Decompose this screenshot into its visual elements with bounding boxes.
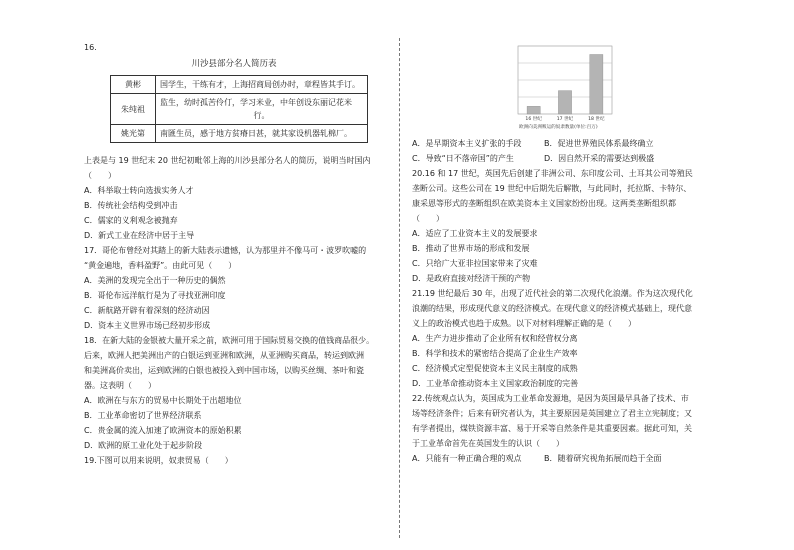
q21-stem: 义上的政治模式也趋于成熟。以下对材料理解正确的是（ ）	[412, 319, 636, 328]
q20-stem: 康采恩等形式的垄断组织在欧美资本主义国家纷纷出现。这两类垄断组织都	[412, 199, 676, 208]
table-cell-desc	[156, 94, 368, 125]
chart-bar	[527, 106, 540, 114]
chart-x-label: 欧洲向美洲贩运的奴隶数量(单位:百万)	[519, 125, 598, 130]
q19-option-d[interactable]: D．因自然开采的需要达到极盛	[544, 154, 655, 163]
q22-stem: 场等经济条件；后来有研究者认为，其主要原因是英国建立了君主立宪制度；又	[412, 409, 692, 418]
q18-stem: 后来，欧洲人把美洲出产的白银运到亚洲和欧洲，从亚洲购买商品，转运到欧洲	[84, 351, 364, 360]
q19-option-b[interactable]: B．促进世界殖民体系最终确立	[544, 139, 654, 148]
q17-option-b[interactable]: B．哥伦布远洋航行是为了寻找亚洲印度	[84, 291, 226, 300]
right-column-text	[412, 136, 722, 466]
q22-stem: 于工业革命首先在英国发生的认识（ ）	[412, 439, 564, 448]
table-cell-name: 姚光第	[111, 125, 156, 143]
chart-bar	[558, 91, 571, 114]
q22-stem: 有学者提出，煤铁资源丰富、易于开采等自然条件是其重要因素。据此可知，关	[412, 424, 692, 433]
q16-biography-table	[110, 75, 368, 143]
q16-option-d[interactable]: D．新式工业在经济中居于主导	[84, 231, 195, 240]
q20-stem: 20.16 和 17 世纪，英国先后创建了非洲公司、东印度公司、土耳其公司等殖民	[412, 169, 693, 178]
q18-option-d[interactable]: D．欧洲的原工业化处于起步阶段	[84, 441, 203, 450]
q20-option-a[interactable]: A．适应了工业资本主义的发展要求	[412, 229, 538, 238]
chart-x-tick-label: 17 世纪	[556, 117, 574, 122]
q18-stem: 和美洲高价卖出，运到欧洲的白银也被投入到中国市场，以购买丝绸、茶叶和瓷	[84, 366, 364, 375]
table-row	[111, 76, 368, 94]
q16-stem-blank: （ ）	[84, 171, 116, 180]
slave-trade-chart	[508, 40, 618, 135]
q17-stem: “黄金遍地，香料盈野”。由此可见（ ）	[84, 261, 237, 270]
q20-option-b[interactable]: B．推动了世界市场的形成和发展	[412, 244, 530, 253]
q19-option-a[interactable]: A．是早期资本主义扩张的手段	[412, 139, 522, 148]
table-cell-name: 朱纯祖	[111, 94, 156, 125]
chart-x-tick-label: 18 世纪	[588, 117, 605, 122]
q19-options-row	[412, 136, 722, 151]
q16-option-b[interactable]: B．传统社会结构受到冲击	[84, 201, 178, 210]
q20-stem: 垄断公司。这些公司在 19 世纪中后期先后解散，与此同时，托拉斯、卡特尔、	[412, 184, 692, 193]
q16-option-a[interactable]: A．科举取士转向选拔实务人才	[84, 186, 194, 195]
table-cell-desc-line: 监生，幼时孤苦伶仃，学习米业，中年创设东丽记花米	[160, 98, 352, 107]
q19-option-c[interactable]: C．导致“日不落帝国”的产生	[412, 154, 514, 163]
q17-option-a[interactable]: A．美洲的发现完全出于一种历史的偶然	[84, 276, 226, 285]
table-cell-desc: 国学生，干练有才，上海招商局创办时，章程皆其手订。	[156, 76, 368, 94]
q21-option-b[interactable]: B．科学和技术的紧密结合提高了企业生产效率	[412, 349, 578, 358]
q16-option-c[interactable]: C．儒家的义利观念被抛弃	[84, 216, 178, 225]
q17-option-c[interactable]: C．新航路开辟有着深刻的经济动因	[84, 306, 210, 315]
column-divider	[399, 38, 400, 538]
q18-option-b[interactable]: B．工业革命密切了世界经济联系	[84, 411, 202, 420]
q20-option-d[interactable]: D．是政府直接对经济干预的产物	[412, 274, 531, 283]
q22-stem: 22.传统观点认为，英国成为工业革命发源地，是因为英国最早具备了技术、市	[412, 394, 689, 403]
q21-option-a[interactable]: A．生产力进步推动了企业所有权和经营权分离	[412, 334, 578, 343]
q17-stem: 17．哥伦布曾经对其踏上的新大陆表示遗憾，认为那里并不像马可・波罗吹嘘的	[84, 246, 367, 255]
q22-option-a[interactable]: A．只能有一种正确合理的观点	[412, 454, 522, 463]
q22-options-row	[412, 451, 722, 466]
chart-x-tick-label: 16 世纪	[525, 117, 542, 122]
q18-option-c[interactable]: C．贵金属的流入加速了欧洲资本的原始积累	[84, 426, 242, 435]
chart-bar	[590, 55, 603, 115]
q19-stem: 19.下图可以用来说明，奴隶贸易（ ）	[84, 456, 233, 465]
q18-stem: 18．在新大陆的金银被大量开采之前，欧洲可用于国际贸易交换的值钱商品很少。	[84, 336, 375, 345]
slave-trade-chart-svg	[508, 40, 618, 135]
table-row	[111, 125, 368, 143]
q20-stem: （ ）	[412, 214, 444, 223]
table-cell-name: 黄彬	[111, 76, 156, 94]
q16-stem: 上表是与 19 世纪末 20 世纪初毗邻上海的川沙县部分名人的简历，说明当时国内	[84, 156, 371, 165]
q22-option-b[interactable]: B．随着研究视角拓展而趋于全面	[544, 454, 662, 463]
left-column	[84, 40, 384, 468]
q21-stem: 浪潮的结果，形成现代意义的经济模式。在现代意义的经济模式基础上，现代意	[412, 304, 692, 313]
q16-table-title: 川沙县部分名人简历表	[191, 59, 277, 69]
q21-option-c[interactable]: C．经济模式定型促使资本主义民主制度的成熟	[412, 364, 578, 373]
q18-option-a[interactable]: A．欧洲在与东方的贸易中长期处于出超地位	[84, 396, 242, 405]
q18-stem: 器。这表明（ ）	[84, 381, 156, 390]
q19-options-row	[412, 151, 722, 166]
q17-option-d[interactable]: D．资本主义世界市场已经初步形成	[84, 321, 211, 330]
q21-option-d[interactable]: D．工业革命推动资本主义国家政治制度的完善	[412, 379, 579, 388]
table-cell-desc: 南匯生员，感于地方贫瘠日甚，就其家设机器轧棉厂。	[156, 125, 368, 143]
q21-stem: 21.19 世纪最后 30 年，出现了近代社会的第二次现代化浪潮。作为这次现代化	[412, 289, 693, 298]
q20-option-c[interactable]: C．只给广大亚非拉国家带来了灾难	[412, 259, 538, 268]
chart-bars	[527, 55, 603, 115]
table-cell-desc-line: 行。	[253, 111, 270, 120]
chart-x-ticks	[525, 115, 605, 122]
q16-number: 16.	[84, 43, 97, 52]
table-row	[111, 94, 368, 125]
